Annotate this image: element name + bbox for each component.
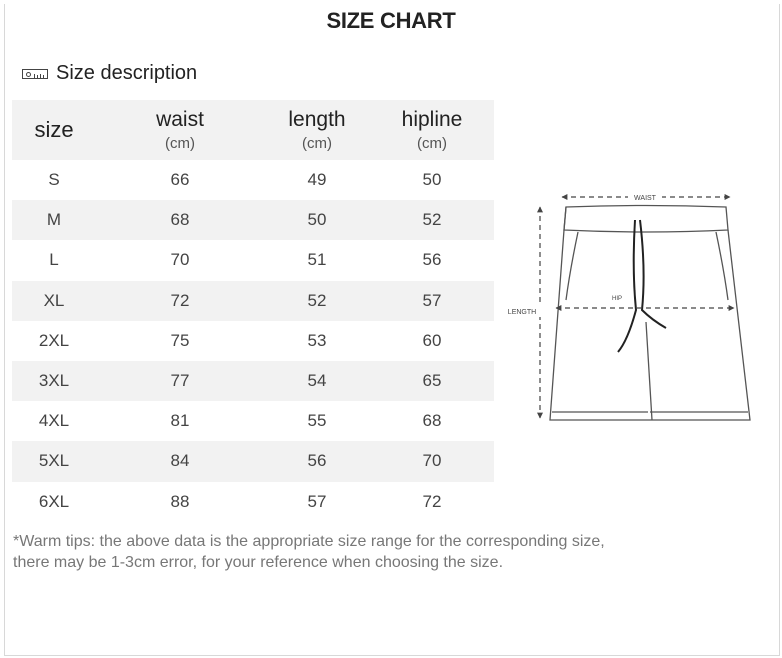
cell-length: 53 [307, 330, 327, 350]
cell-hipline: 72 [422, 491, 442, 511]
cell-waist: 77 [170, 371, 190, 391]
cell-hipline: 52 [422, 210, 442, 230]
header-hipline: hipline (cm) [401, 108, 463, 152]
table-row [12, 361, 494, 401]
cell-waist: 75 [170, 330, 190, 350]
waist-label: WAIST [634, 195, 656, 202]
header-size: size [34, 117, 74, 142]
table-row [12, 441, 494, 481]
shorts-outline [550, 206, 750, 421]
shorts-diagram [500, 180, 770, 430]
cell-hipline: 70 [422, 451, 442, 471]
table-row [12, 200, 494, 240]
table-row [12, 160, 494, 200]
cell-size: 6XL [38, 491, 70, 511]
size-description-heading [22, 62, 197, 85]
table-row [12, 321, 494, 361]
cell-size: 3XL [38, 371, 70, 391]
cell-size: L [49, 250, 59, 270]
cell-hipline: 68 [422, 411, 442, 431]
cell-size: 5XL [38, 451, 70, 471]
cell-hipline: 50 [422, 170, 442, 190]
cell-length: 50 [307, 210, 327, 230]
cell-length: 55 [307, 411, 327, 431]
table-header-row [12, 100, 494, 160]
cell-waist: 66 [170, 170, 190, 190]
cell-length: 54 [307, 371, 327, 391]
cell-size: S [48, 170, 60, 190]
table-row [12, 281, 494, 321]
length-label: LENGTH [507, 309, 537, 316]
cell-waist: 88 [170, 491, 190, 511]
cell-size: 2XL [38, 330, 70, 350]
cell-waist: 84 [170, 451, 190, 471]
tips-line-2: there may be 1-3cm error, for your reference when choosing the size. [13, 554, 504, 571]
cell-hipline: 60 [422, 330, 442, 350]
cell-waist: 81 [170, 411, 190, 431]
warm-tips [13, 531, 693, 573]
cell-size: XL [43, 290, 65, 310]
drawstring [618, 220, 666, 352]
cell-length: 52 [307, 290, 327, 310]
cell-waist: 68 [170, 210, 190, 230]
section-label: Size description [56, 62, 198, 84]
cell-hipline: 65 [422, 371, 442, 391]
table-row [12, 482, 494, 522]
size-table [12, 100, 494, 522]
cell-length: 49 [307, 170, 327, 190]
cell-hipline: 56 [422, 250, 442, 270]
table-row [12, 240, 494, 280]
cell-length: 51 [307, 250, 327, 270]
hip-label: HIP [611, 296, 623, 302]
ruler-icon [22, 69, 48, 79]
header-waist: waist (cm) [156, 108, 204, 152]
header-length: length (cm) [288, 108, 346, 152]
cell-size: 4XL [38, 411, 70, 431]
page-title: SIZE CHART [326, 8, 456, 33]
table-row [12, 401, 494, 441]
cell-size: M [46, 210, 62, 230]
tips-line-1: *Warm tips: the above data is the appropriate size range for the corresponding size, [13, 533, 605, 550]
cell-waist: 70 [170, 250, 190, 270]
cell-hipline: 57 [422, 290, 442, 310]
cell-length: 57 [307, 491, 327, 511]
cell-length: 56 [307, 451, 327, 471]
cell-waist: 72 [170, 290, 190, 310]
